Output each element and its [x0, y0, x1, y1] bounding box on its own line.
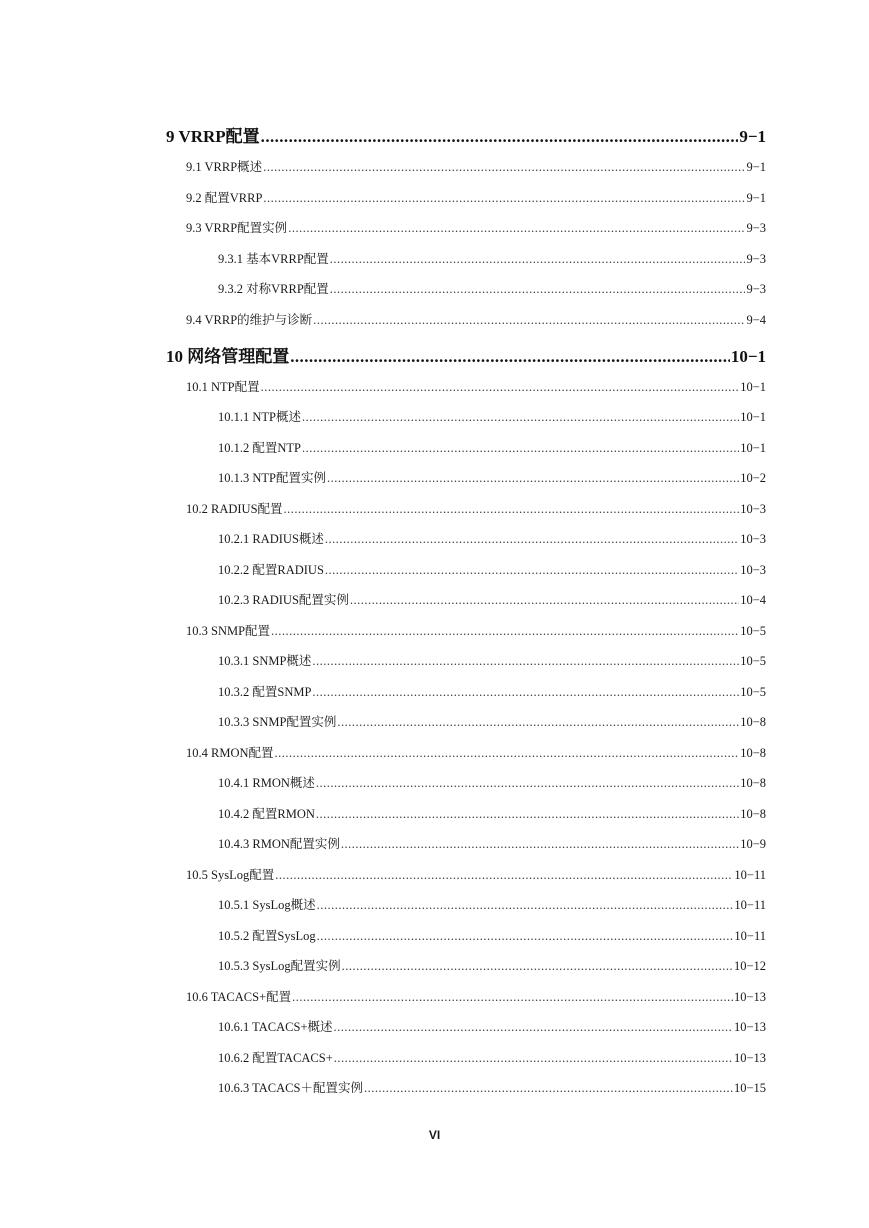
- toc-entry-level-3[interactable]: [218, 804, 766, 822]
- toc-entry-page: 10−5: [740, 685, 766, 699]
- dot-leader: [317, 898, 734, 913]
- toc-entry-page: 10−3: [740, 563, 766, 577]
- toc-entry-page: 10−13: [733, 1020, 766, 1034]
- toc-entry-page: 10−2: [740, 471, 766, 485]
- toc-entry-page: 9−1: [746, 160, 766, 174]
- dot-leader: [334, 1020, 733, 1035]
- dot-leader: [317, 929, 734, 944]
- toc-entry-level-3[interactable]: [218, 407, 766, 425]
- toc-entry-level-3[interactable]: [218, 438, 766, 456]
- toc-entry-page: 10−1: [740, 380, 766, 394]
- toc-entry-title: 10.6.2 配置TACACS+: [218, 1051, 333, 1065]
- toc-entry-title: 10.1 NTP配置: [186, 380, 260, 394]
- toc-entry-title: 10.3 SNMP配置: [186, 624, 271, 638]
- dot-leader: [271, 624, 739, 639]
- dot-leader: [334, 1051, 733, 1066]
- toc-entry-level-2[interactable]: [186, 188, 766, 206]
- toc-entry-title: 9.3 VRRP配置实例: [186, 221, 288, 235]
- dot-leader: [290, 347, 730, 367]
- toc-entry-page: 10−13: [733, 1051, 766, 1065]
- toc-entry-level-2[interactable]: [186, 865, 766, 883]
- toc-entry-page: 10−8: [740, 746, 766, 760]
- toc-entry-page: 10−12: [733, 959, 766, 973]
- toc-entry-title: 10.1.1 NTP概述: [218, 410, 301, 424]
- toc-entry-title: 10.1.2 配置NTP: [218, 441, 301, 455]
- toc-entry-level-2[interactable]: [186, 743, 766, 761]
- toc-entry-level-3[interactable]: [218, 1078, 766, 1096]
- toc-entry-title: 9.3.1 基本VRRP配置: [218, 252, 329, 266]
- toc-entry-level-3[interactable]: [218, 529, 766, 547]
- toc-entry-page: 10−13: [733, 990, 766, 1004]
- toc-entry-title: 10.3.3 SNMP配置实例: [218, 715, 337, 729]
- toc-entry-level-2[interactable]: [186, 310, 766, 328]
- toc-entry-page: 10−4: [740, 593, 766, 607]
- dot-leader: [302, 441, 739, 456]
- dot-leader: [275, 746, 740, 761]
- dot-leader: [330, 282, 746, 297]
- dot-leader: [312, 685, 739, 700]
- toc-entry-title: 10.2.1 RADIUS概述: [218, 532, 324, 546]
- toc-entry-title: 10.5.1 SysLog概述: [218, 898, 316, 912]
- toc-entry-level-2[interactable]: [186, 157, 766, 175]
- toc-entry-page: 10−15: [733, 1081, 766, 1095]
- toc-entry-page: 10−8: [740, 807, 766, 821]
- toc-entry-title: 9.1 VRRP概述: [186, 160, 263, 174]
- toc-entry-title: 10 网络管理配置: [166, 347, 290, 366]
- dot-leader: [302, 410, 739, 425]
- dot-leader: [313, 313, 745, 328]
- toc-entry-level-2[interactable]: [186, 377, 766, 395]
- toc-entry-page: 9−4: [746, 313, 766, 327]
- toc-entry-title: 10.6.3 TACACS＋配置实例: [218, 1081, 363, 1095]
- toc-entry-title: 10.2.2 配置RADIUS: [218, 563, 324, 577]
- dot-leader: [341, 837, 739, 852]
- toc-entry-page: 10−8: [740, 715, 766, 729]
- toc-entry-title: 10.5.2 配置SysLog: [218, 929, 316, 943]
- toc-entry-title: 9.2 配置VRRP: [186, 191, 263, 205]
- dot-leader: [327, 471, 739, 486]
- dot-leader: [288, 221, 745, 236]
- toc-entry-page: 10−1: [740, 410, 766, 424]
- toc-entry-page: 9−1: [739, 127, 766, 146]
- toc-entry-level-3[interactable]: [218, 926, 766, 944]
- toc-entry-title: 9 VRRP配置: [166, 127, 260, 146]
- dot-leader: [325, 532, 739, 547]
- toc-entry-title: 10.6.1 TACACS+概述: [218, 1020, 333, 1034]
- dot-leader: [325, 563, 739, 578]
- dot-leader: [316, 807, 739, 822]
- toc-entry-page: 10−1: [730, 347, 766, 366]
- dot-leader: [263, 160, 745, 175]
- toc-entry-level-3[interactable]: [218, 1048, 766, 1066]
- toc-entry-level-3[interactable]: [218, 560, 766, 578]
- dot-leader: [337, 715, 739, 730]
- toc-entry-title: 10.1.3 NTP配置实例: [218, 471, 326, 485]
- toc-entry-level-3[interactable]: [218, 590, 766, 608]
- dot-leader: [263, 191, 745, 206]
- dot-leader: [261, 380, 740, 395]
- toc-entry-page: 10−5: [740, 654, 766, 668]
- toc-entry-title: 10.3.1 SNMP概述: [218, 654, 312, 668]
- toc-entry-level-3[interactable]: [218, 834, 766, 852]
- toc-entry-title: 10.5 SysLog配置: [186, 868, 275, 882]
- dot-leader: [284, 502, 740, 517]
- toc-entry-title: 10.2 RADIUS配置: [186, 502, 283, 516]
- toc-entry-page: 10−11: [734, 898, 766, 912]
- toc-entry-page: 10−5: [740, 624, 766, 638]
- toc-entry-level-3[interactable]: [218, 712, 766, 730]
- toc-entry-title: 10.3.2 配置SNMP: [218, 685, 312, 699]
- toc-entry-page: 10−11: [734, 868, 766, 882]
- toc-entry-title: 10.4.2 配置RMON: [218, 807, 315, 821]
- toc-entry-page: 9−3: [746, 252, 766, 266]
- toc-entry-level-2[interactable]: [186, 987, 766, 1005]
- toc-entry-page: 9−3: [746, 282, 766, 296]
- toc-entry-level-3[interactable]: [218, 651, 766, 669]
- dot-leader: [261, 127, 739, 147]
- toc-entry-page: 9−1: [746, 191, 766, 205]
- toc-entry-title: 10.4 RMON配置: [186, 746, 274, 760]
- page-number-footer: VI: [428, 1128, 441, 1142]
- dot-leader: [350, 593, 739, 608]
- toc-entry-level-1[interactable]: [166, 342, 766, 367]
- toc-entry-level-3[interactable]: [218, 682, 766, 700]
- toc-entry-level-3[interactable]: [218, 773, 766, 791]
- dot-leader: [292, 990, 733, 1005]
- toc-entry-page: 9−3: [746, 221, 766, 235]
- toc-entry-title: 10.4.3 RMON配置实例: [218, 837, 340, 851]
- toc-entry-level-2[interactable]: [186, 499, 766, 517]
- dot-leader: [316, 776, 739, 791]
- toc-entry-level-2[interactable]: [186, 621, 766, 639]
- dot-leader: [275, 868, 733, 883]
- toc-entry-title: 9.4 VRRP的维护与诊断: [186, 313, 313, 327]
- toc-entry-level-2[interactable]: [186, 218, 766, 236]
- toc-entry-page: 10−3: [740, 532, 766, 546]
- toc-entry-level-3[interactable]: [218, 249, 766, 267]
- toc-entry-title: 10.4.1 RMON概述: [218, 776, 315, 790]
- toc-entry-level-3[interactable]: [218, 1017, 766, 1035]
- toc-entry-level-3[interactable]: [218, 279, 766, 297]
- toc-entry-page: 10−8: [740, 776, 766, 790]
- toc-entry-page: 10−3: [740, 502, 766, 516]
- dot-leader: [342, 959, 733, 974]
- toc-entry-level-1[interactable]: [166, 122, 766, 147]
- dot-leader: [364, 1081, 733, 1096]
- toc-entry-page: 10−9: [740, 837, 766, 851]
- toc-entry-page: 10−11: [734, 929, 766, 943]
- toc-entry-title: 10.6 TACACS+配置: [186, 990, 292, 1004]
- toc-entry-page: 10−1: [740, 441, 766, 455]
- dot-leader: [312, 654, 739, 669]
- dot-leader: [330, 252, 746, 267]
- toc-entry-level-3[interactable]: [218, 956, 766, 974]
- toc-entry-level-3[interactable]: [218, 468, 766, 486]
- toc-entry-title: 10.5.3 SysLog配置实例: [218, 959, 341, 973]
- toc-entry-title: 9.3.2 对称VRRP配置: [218, 282, 329, 296]
- toc-entry-level-3[interactable]: [218, 895, 766, 913]
- toc-entry-title: 10.2.3 RADIUS配置实例: [218, 593, 349, 607]
